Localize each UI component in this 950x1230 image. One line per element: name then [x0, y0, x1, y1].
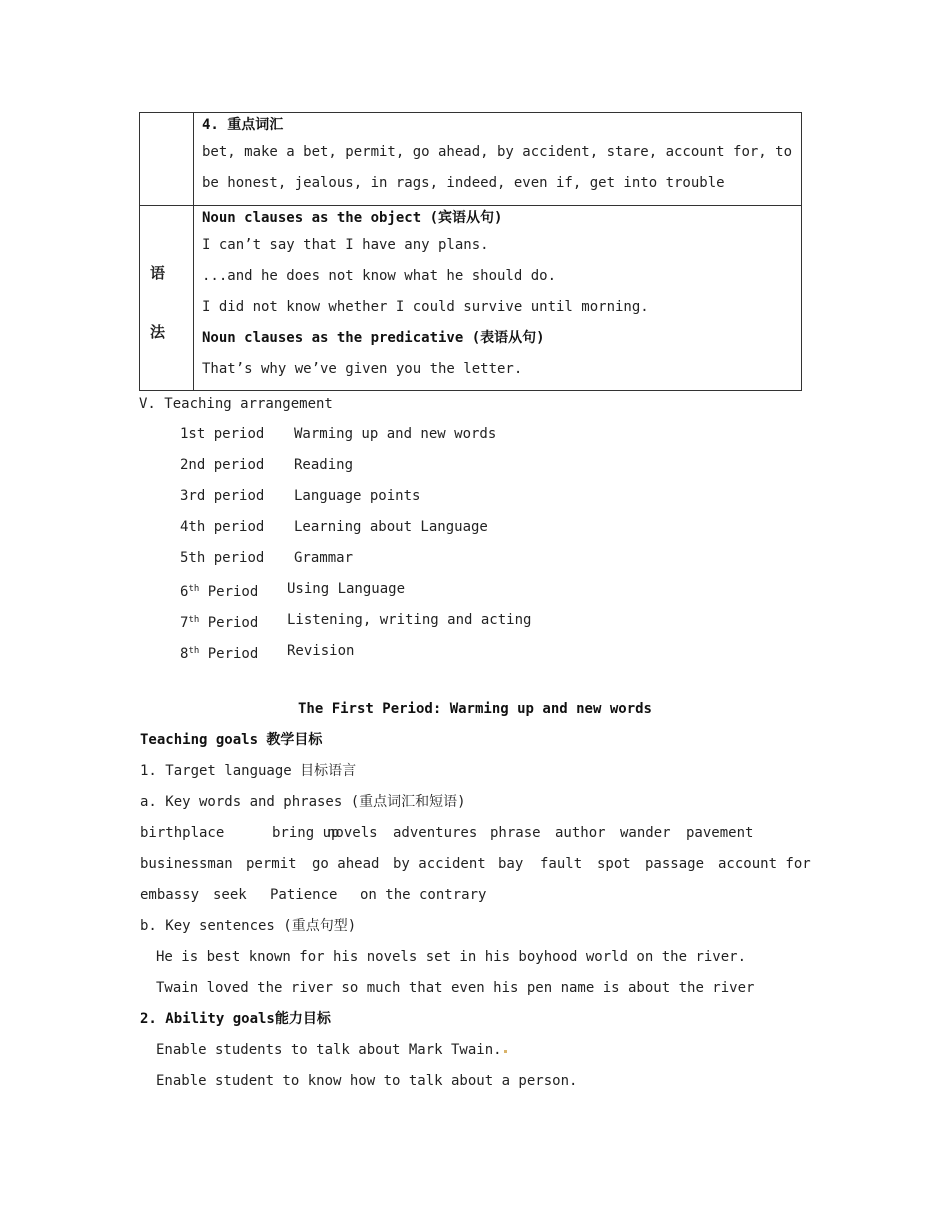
word-item: bay	[498, 856, 524, 872]
grammar-side-bottom: 法	[150, 323, 166, 341]
vocab-heading: 4. 重点词汇	[202, 117, 284, 133]
word-item: bring up	[272, 825, 340, 841]
period-ordinal-suffix: th	[188, 584, 200, 594]
period-number	[180, 424, 264, 444]
word-item: account for	[718, 856, 811, 872]
period-ordinal: 3rd	[180, 488, 206, 504]
period-number	[180, 641, 258, 664]
ability-line: Enable student to know how to talk about a person.	[156, 1073, 578, 1089]
goals-heading: Teaching goals 教学目标	[140, 732, 323, 748]
word-item: on the contrary	[360, 887, 487, 903]
ability-line-text: Enable students to talk about Mark Twain.	[156, 1042, 502, 1058]
word-item: birthplace	[140, 825, 225, 841]
word-item: adventures	[393, 825, 478, 841]
word-item: passage	[645, 856, 705, 872]
arrangement-title: V. Teaching arrangement	[139, 396, 333, 412]
period-topic: Reading	[294, 457, 354, 473]
predicative-clause-heading: Noun clauses as the predicative (表语从句)	[202, 330, 545, 346]
ability-heading: 2. Ability goals能力目标	[140, 1011, 331, 1027]
word-item: seek	[213, 887, 247, 903]
period-topic: Language points	[294, 488, 421, 504]
period-number	[180, 455, 264, 475]
table-side-cell	[140, 206, 194, 391]
word-item: wander	[620, 825, 671, 841]
period-label: period	[205, 519, 265, 535]
table-body-cell	[194, 113, 802, 206]
key-sentence: He is best known for his novels set in his boyhood world on the river.	[156, 949, 747, 965]
period-ordinal-suffix: th	[188, 646, 200, 656]
ability-line	[156, 1040, 507, 1060]
content-table	[139, 112, 802, 391]
period-row	[180, 517, 488, 537]
word-item: go ahead	[312, 856, 380, 872]
object-clause-heading: Noun clauses as the object (宾语从句)	[202, 210, 503, 226]
period-row	[180, 579, 406, 602]
period-row	[180, 486, 421, 506]
target-language: 1. Target language 目标语言	[140, 763, 357, 779]
period-number	[180, 517, 264, 537]
word-item: fault	[540, 856, 583, 872]
word-item: embassy	[140, 887, 200, 903]
period-ordinal: 6	[180, 584, 189, 600]
example-sentence: I did not know whether I could survive until morning.	[202, 299, 649, 315]
vocab-line: bet, make a bet, permit, go ahead, by accident, stare, account for, to	[202, 144, 793, 160]
period-ordinal-suffix: th	[188, 615, 200, 625]
period-label: period	[205, 426, 265, 442]
period-label: period	[205, 550, 265, 566]
period-topic: Using Language	[287, 581, 406, 597]
word-item: pavement	[686, 825, 754, 841]
highlight-mark	[504, 1050, 507, 1053]
period-topic: Revision	[287, 643, 355, 659]
period-ordinal: 8	[180, 646, 189, 662]
period-ordinal: 4th	[180, 519, 206, 535]
grammar-side-top: 语	[150, 264, 166, 282]
period-label: Period	[199, 584, 259, 600]
period-topic: Listening, writing and acting	[287, 612, 532, 628]
table-row	[140, 113, 802, 206]
example-sentence: That’s why we’ve given you the letter.	[202, 361, 523, 377]
period-label: Period	[199, 615, 259, 631]
period-ordinal: 5th	[180, 550, 206, 566]
example-sentence: I can’t say that I have any plans.	[202, 237, 489, 253]
word-item: novels	[327, 825, 378, 841]
vocab-line: be honest, jealous, in rags, indeed, even if, get into trouble	[202, 175, 725, 191]
period-ordinal: 2nd	[180, 457, 206, 473]
example-sentence: ...and he does not know what he should do.	[202, 268, 557, 284]
word-item: spot	[597, 856, 631, 872]
table-body-cell	[194, 206, 802, 391]
key-words-heading: a. Key words and phrases (重点词汇和短语)	[140, 794, 466, 810]
period-number	[180, 486, 264, 506]
period-topic: Grammar	[294, 550, 354, 566]
word-item: Patience	[270, 887, 338, 903]
period-number	[180, 610, 258, 633]
period-ordinal: 7	[180, 615, 189, 631]
word-item: by accident	[393, 856, 486, 872]
period-row	[180, 548, 354, 568]
word-item: phrase	[490, 825, 541, 841]
period-label: period	[205, 488, 265, 504]
period-topic: Learning about Language	[294, 519, 488, 535]
period-label: Period	[199, 646, 259, 662]
period-ordinal: 1st	[180, 426, 206, 442]
period-row	[180, 455, 354, 475]
period-number	[180, 548, 264, 568]
key-sentences-heading: b. Key sentences (重点句型)	[140, 918, 357, 934]
period-row	[180, 641, 355, 664]
word-item: permit	[246, 856, 297, 872]
word-item: author	[555, 825, 606, 841]
period-row	[180, 610, 532, 633]
period-topic: Warming up and new words	[294, 426, 497, 442]
period-label: period	[205, 457, 265, 473]
period-number	[180, 579, 258, 602]
period-row	[180, 424, 497, 444]
table-row	[140, 206, 802, 391]
first-period-title: The First Period: Warming up and new words	[297, 701, 652, 717]
table-side-cell	[140, 113, 194, 206]
word-item: businessman	[140, 856, 233, 872]
key-sentence: Twain loved the river so much that even his pen name is about the river	[156, 980, 755, 996]
